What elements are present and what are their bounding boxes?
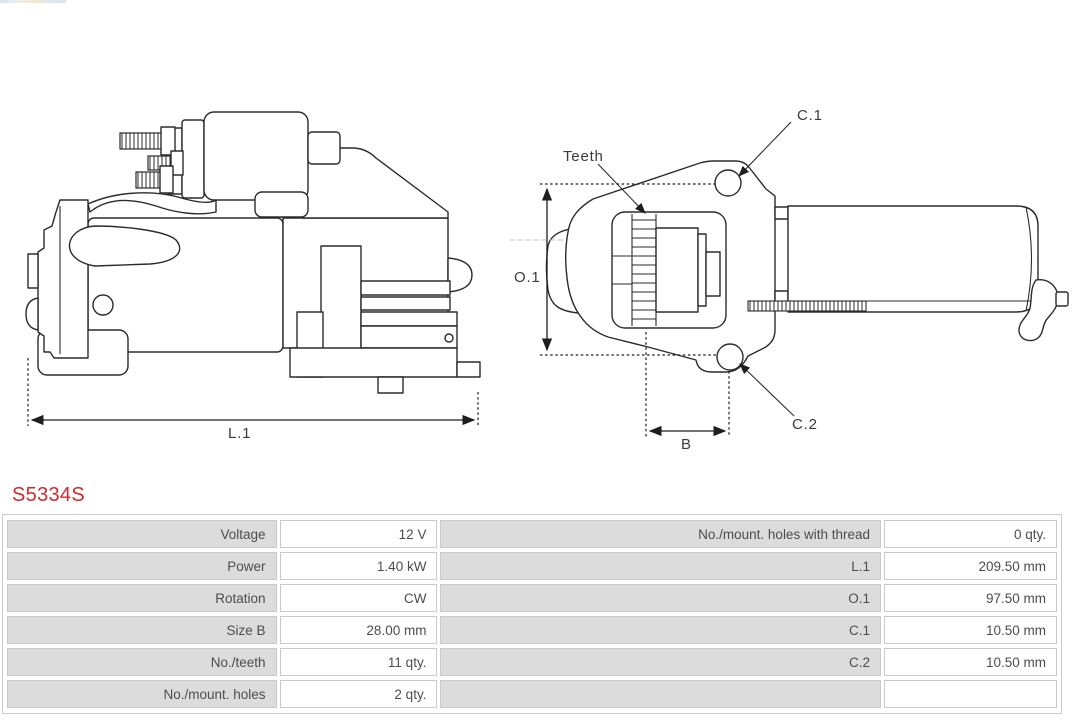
spec-value-cell: CW xyxy=(280,584,438,612)
spec-label-cell: Voltage xyxy=(7,520,277,548)
spec-label-cell: No./mount. holes xyxy=(7,680,277,708)
spec-label-cell: L.1 xyxy=(440,552,881,580)
spec-label-cell: No./teeth xyxy=(7,648,277,676)
spec-row xyxy=(7,648,1057,676)
spec-label-cell: Rotation xyxy=(7,584,277,612)
callout-label-c1: C.1 xyxy=(797,107,823,124)
spec-value-cell: 97.50 mm xyxy=(884,584,1057,612)
callout-label-teeth: Teeth xyxy=(563,148,604,165)
dimension-label-l1: L.1 xyxy=(228,425,252,442)
spec-row xyxy=(7,552,1057,580)
spec-label-cell: C.2 xyxy=(440,648,881,676)
dimension-label-b: B xyxy=(681,436,692,453)
dimension-label-o1: O.1 xyxy=(514,269,541,286)
spec-label-cell: C.1 xyxy=(440,616,881,644)
spec-label-cell: Power xyxy=(7,552,277,580)
solenoid-terminal xyxy=(308,132,340,164)
through-bolt xyxy=(748,301,866,311)
spec-value-cell: 11 qty. xyxy=(280,648,438,676)
spec-label-cell: Size B xyxy=(7,616,277,644)
spec-row xyxy=(7,616,1057,644)
pinion-cylinder xyxy=(656,228,698,312)
side-view-drawing xyxy=(26,112,480,442)
spec-row xyxy=(7,680,1057,708)
callout-c1 xyxy=(739,107,823,176)
spec-value-cell: 28.00 mm xyxy=(280,616,438,644)
part-number: S5334S xyxy=(12,484,85,506)
solenoid xyxy=(204,112,308,200)
spec-table xyxy=(2,514,1062,714)
spec-value-cell: 1.40 kW xyxy=(280,552,438,580)
spec-label-cell: No./mount. holes with thread xyxy=(440,520,881,548)
spec-value-cell: 209.50 mm xyxy=(884,552,1057,580)
front-view-drawing xyxy=(510,107,1068,453)
spec-value-cell: 10.50 mm xyxy=(884,616,1057,644)
spec-value-cell: 2 qty. xyxy=(280,680,438,708)
spec-value-cell: 10.50 mm xyxy=(884,648,1057,676)
spec-value-cell: 0 qty. xyxy=(884,520,1057,548)
mounting-foot xyxy=(290,348,457,377)
spec-row xyxy=(7,584,1057,612)
spec-label-cell xyxy=(440,680,881,708)
spec-label-cell: O.1 xyxy=(440,584,881,612)
spec-value-cell xyxy=(884,680,1057,708)
mounting-hole-c1 xyxy=(715,170,741,196)
mounting-flange xyxy=(38,200,88,358)
mounting-hole-c2 xyxy=(717,344,743,370)
terminal-studs xyxy=(120,127,183,193)
spec-value-cell: 12 V xyxy=(280,520,438,548)
callout-c2 xyxy=(740,364,818,433)
spec-row xyxy=(7,520,1057,548)
housing-hole xyxy=(93,295,113,315)
motor-body xyxy=(788,206,1038,312)
small-hole xyxy=(445,334,453,342)
callout-label-c2: C.2 xyxy=(792,416,818,433)
